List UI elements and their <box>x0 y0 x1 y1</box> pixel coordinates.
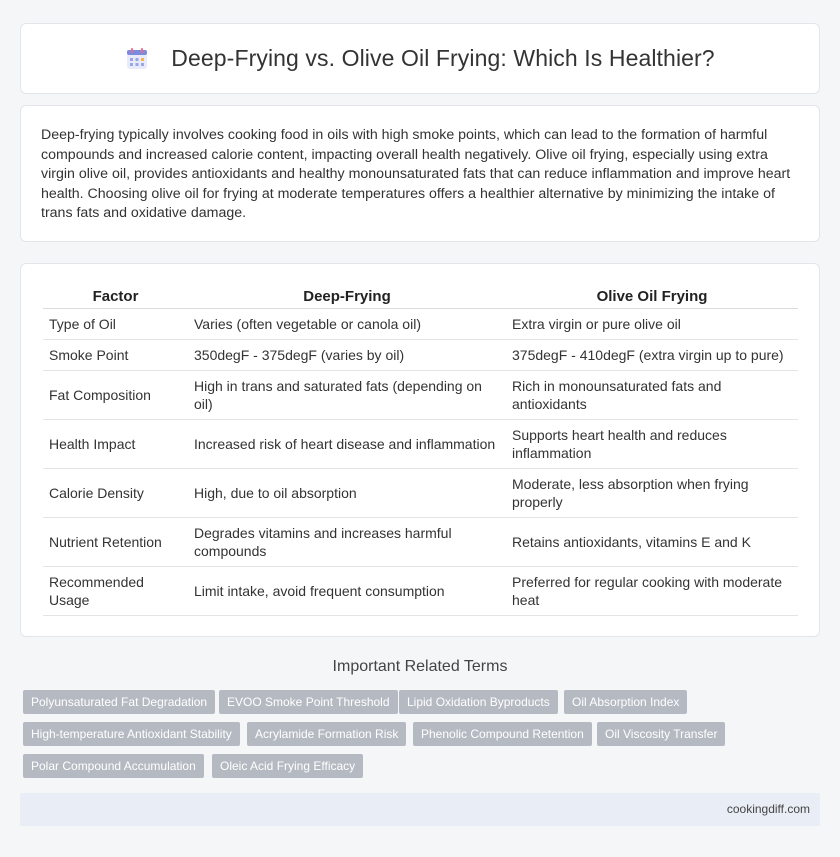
table-row <box>43 567 798 616</box>
table-header-row <box>43 284 798 309</box>
term-tag[interactable]: Lipid Oxidation Byproducts <box>399 690 558 714</box>
footer <box>20 793 820 826</box>
term-tag[interactable]: Polar Compound Accumulation <box>23 754 204 778</box>
row-deep-frying: High in trans and saturated fats (depending on oil) <box>188 371 506 420</box>
row-olive-oil: Rich in monounsaturated fats and antioxidants <box>506 371 798 420</box>
row-factor: Health Impact <box>43 420 188 469</box>
header-deep-frying: Deep-Frying <box>188 284 506 309</box>
row-deep-frying: Limit intake, avoid frequent consumption <box>188 567 506 616</box>
row-olive-oil: Extra virgin or pure olive oil <box>506 309 798 340</box>
row-factor: Type of Oil <box>43 309 188 340</box>
row-factor: Fat Composition <box>43 371 188 420</box>
row-deep-frying: 350degF - 375degF (varies by oil) <box>188 340 506 371</box>
table-row <box>43 309 798 340</box>
term-tag[interactable]: High-temperature Antioxidant Stability <box>23 722 240 746</box>
related-terms-title: Important Related Terms <box>332 658 508 675</box>
row-olive-oil: Moderate, less absorption when frying properly <box>506 469 798 518</box>
footer-site-link[interactable]: cookingdiff.com <box>726 802 810 816</box>
row-factor: Nutrient Retention <box>43 518 188 567</box>
comparison-table <box>43 284 798 616</box>
row-deep-frying: Degrades vitamins and increases harmful compounds <box>188 518 506 567</box>
header-olive-oil-frying: Olive Oil Frying <box>506 284 798 309</box>
term-tag[interactable]: Oil Absorption Index <box>564 690 687 714</box>
term-tag[interactable]: Oil Viscosity Transfer <box>597 722 725 746</box>
intro-section <box>20 105 820 242</box>
table-row <box>43 340 798 371</box>
term-tag[interactable]: EVOO Smoke Point Threshold <box>219 690 398 714</box>
table-row <box>43 469 798 518</box>
page-header <box>20 23 820 94</box>
row-olive-oil: Preferred for regular cooking with moderate heat <box>506 567 798 616</box>
row-deep-frying: High, due to oil absorption <box>188 469 506 518</box>
row-deep-frying: Increased risk of heart disease and inflammation <box>188 420 506 469</box>
page-title: Deep-Frying vs. Olive Oil Frying: Which Is Healthier? <box>171 45 715 71</box>
row-factor: Calorie Density <box>43 469 188 518</box>
row-deep-frying: Varies (often vegetable or canola oil) <box>188 309 506 340</box>
row-olive-oil: Retains antioxidants, vitamins E and K <box>506 518 798 567</box>
row-factor: Recommended Usage <box>43 567 188 616</box>
row-olive-oil: Supports heart health and reduces inflammation <box>506 420 798 469</box>
row-factor: Smoke Point <box>43 340 188 371</box>
term-tag[interactable]: Acrylamide Formation Risk <box>247 722 406 746</box>
table-row <box>43 420 798 469</box>
calendar-grid-icon <box>125 47 149 71</box>
term-tag[interactable]: Polyunsaturated Fat Degradation <box>23 690 215 714</box>
table-row <box>43 371 798 420</box>
term-tag[interactable]: Phenolic Compound Retention <box>413 722 592 746</box>
header-factor: Factor <box>43 284 188 309</box>
intro-paragraph: Deep-frying typically involves cooking food in oils with high smoke points, which can lead to the formation of harmful compounds and increased calorie content, impacting overall health negatively. Olive oil frying, especially using extra virgin olive oil, provides antioxidants and healthy monounsaturated fats that can reduce inflammation and improve heart health. Choosing olive oil for frying at moderate temperatures offers a healthier alternative by minimizing the intake of trans fats and oxidative damage. <box>41 127 791 221</box>
table-row <box>43 518 798 567</box>
row-olive-oil: 375degF - 410degF (extra virgin up to pure) <box>506 340 798 371</box>
term-tag[interactable]: Oleic Acid Frying Efficacy <box>212 754 363 778</box>
comparison-table-card <box>20 263 820 637</box>
